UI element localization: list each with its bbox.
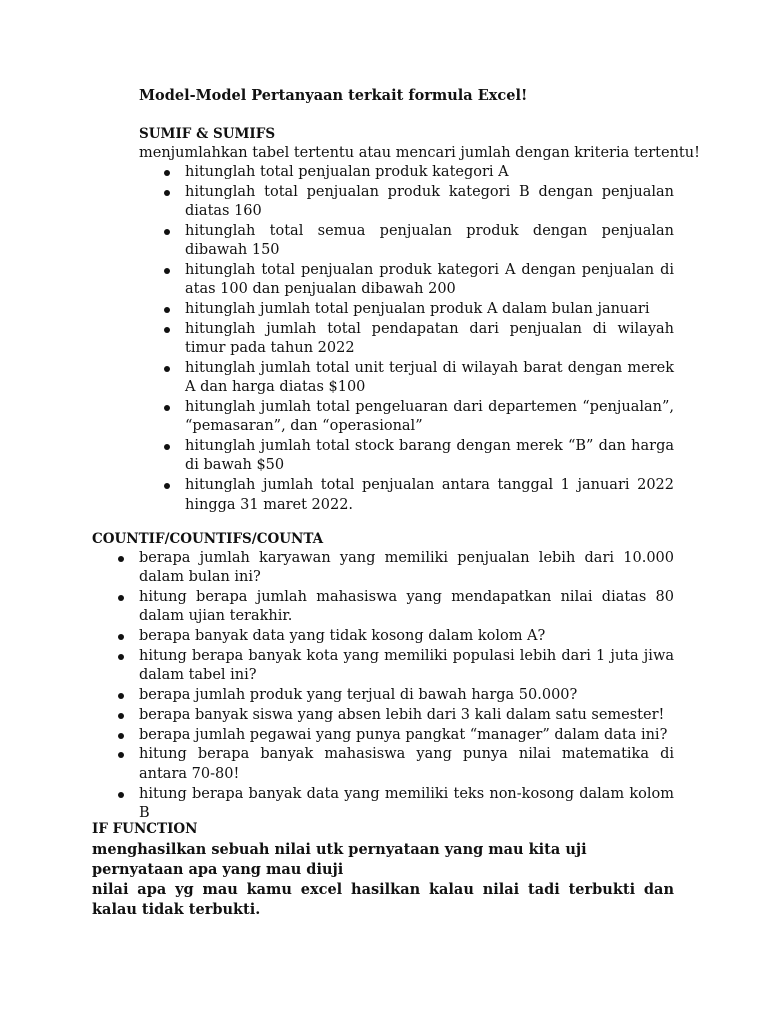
list-item: berapa banyak siswa yang absen lebih dari 3 kali dalam satu semester! bbox=[139, 706, 674, 725]
list-item: berapa jumlah produk yang terjual di bawah harga 50.000? bbox=[139, 686, 674, 705]
list-item: hitunglah total penjualan produk kategori B dengan penjualan diatas 160 bbox=[185, 183, 674, 222]
sumif-question-list bbox=[185, 163, 674, 515]
list-item: hitunglah jumlah total unit terjual di wilayah barat dengan merek A dan harga diatas $100 bbox=[185, 359, 674, 398]
sumif-intro: menjumlahkan tabel tertentu atau mencari jumlah dengan kriteria tertentu! bbox=[139, 145, 700, 161]
countif-heading: COUNTIF/COUNTIFS/COUNTA bbox=[92, 531, 324, 547]
list-item: hitunglah jumlah total pendapatan dari penjualan di wilayah timur pada tahun 2022 bbox=[185, 320, 674, 359]
list-item: hitung berapa banyak kota yang memiliki populasi lebih dari 1 juta jiwa dalam tabel ini? bbox=[139, 647, 674, 686]
list-item: berapa jumlah pegawai yang punya pangkat “manager” dalam data ini? bbox=[139, 726, 674, 745]
list-item: hitunglah total semua penjualan produk dengan penjualan dibawah 150 bbox=[185, 222, 674, 261]
list-item: hitunglah total penjualan produk kategori A dengan penjualan di atas 100 dan penjualan dibawah 200 bbox=[185, 261, 674, 300]
list-item: berapa banyak data yang tidak kosong dalam kolom A? bbox=[139, 627, 674, 646]
sumif-heading: SUMIF & SUMIFS bbox=[139, 126, 276, 142]
if-function-line: pernyataan apa yang mau diuji bbox=[92, 861, 344, 878]
document-title: Model-Model Pertanyaan terkait formula Excel! bbox=[139, 87, 528, 104]
list-item: hitunglah jumlah total stock barang dengan merek “B” dan harga di bawah $50 bbox=[185, 437, 674, 476]
list-item: hitung berapa jumlah mahasiswa yang mendapatkan nilai diatas 80 dalam ujian terakhir. bbox=[139, 588, 674, 627]
list-item: hitung berapa banyak data yang memiliki teks non-kosong dalam kolom B bbox=[139, 785, 674, 824]
list-item: berapa jumlah karyawan yang memiliki penjualan lebih dari 10.000 dalam bulan ini? bbox=[139, 549, 674, 588]
list-item: hitunglah jumlah total penjualan produk A dalam bulan januari bbox=[185, 300, 674, 319]
if-function-heading: IF FUNCTION bbox=[92, 821, 198, 837]
if-function-line: menghasilkan sebuah nilai utk pernyataan yang mau kita uji bbox=[92, 841, 587, 858]
list-item: hitunglah total penjualan produk kategori A bbox=[185, 163, 674, 182]
list-item: hitunglah jumlah total penjualan antara tanggal 1 januari 2022 hingga 31 maret 2022. bbox=[185, 476, 674, 515]
if-function-description bbox=[92, 840, 674, 920]
list-item: hitung berapa banyak mahasiswa yang punya nilai matematika di antara 70-80! bbox=[139, 745, 674, 784]
list-item: hitunglah jumlah total pengeluaran dari departemen “penjualan”, “pemasaran”, dan “operasional” bbox=[185, 398, 674, 437]
if-function-line: nilai apa yg mau kamu excel hasilkan kalau nilai tadi terbukti dan kalau tidak terbukti. bbox=[92, 881, 674, 918]
countif-question-list bbox=[139, 549, 674, 824]
